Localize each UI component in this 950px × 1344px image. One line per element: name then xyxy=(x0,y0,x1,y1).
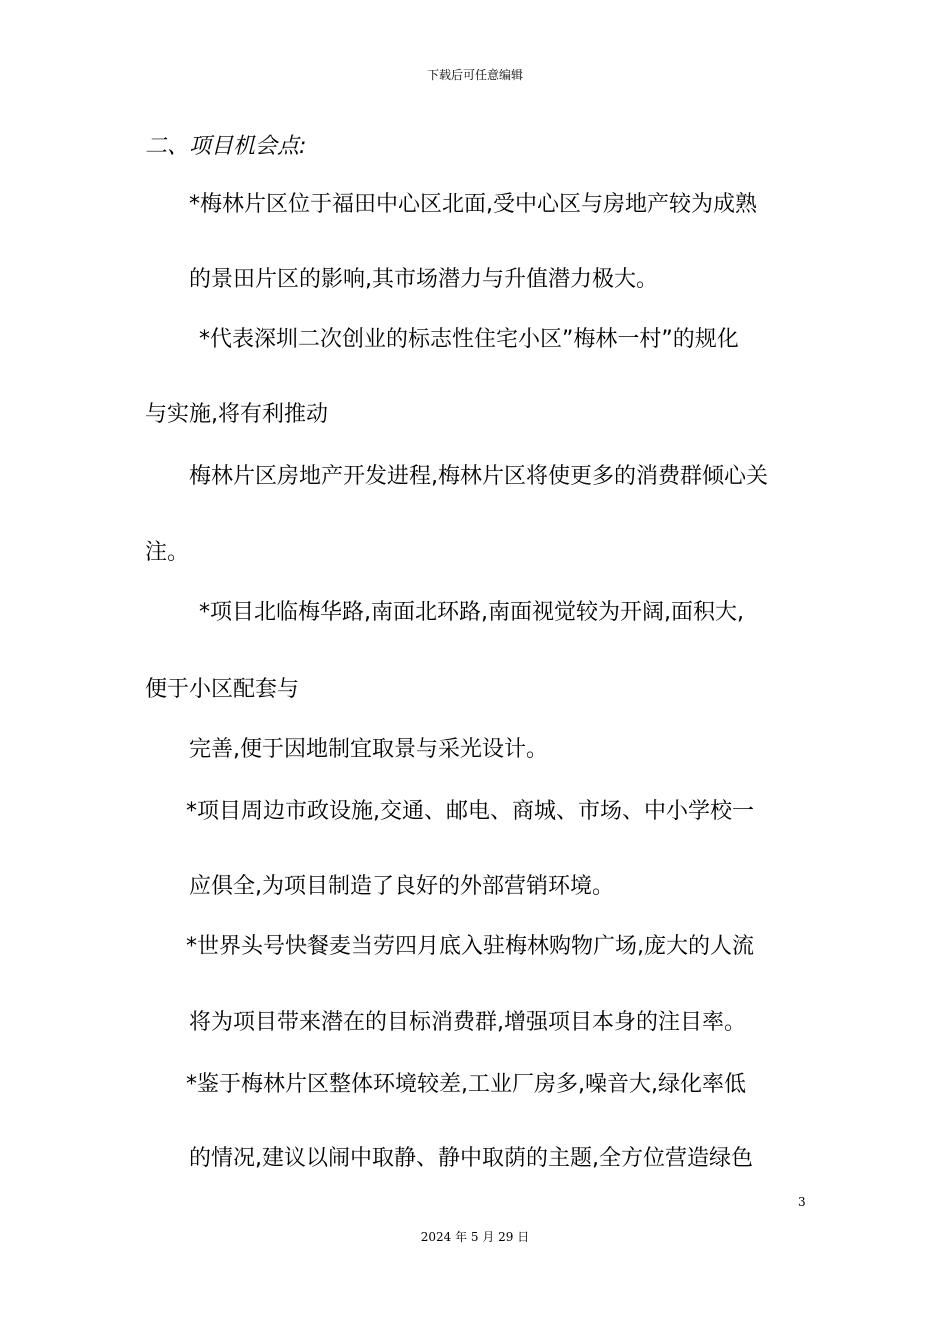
body-line: *项目北临梅华路,南面北环路,南面视觉较为开阔,面积大, xyxy=(199,600,744,625)
body-line: *梅林片区位于福田中心区北面,受中心区与房地产较为成熟 xyxy=(189,192,757,217)
body-line: 注。 xyxy=(145,540,190,565)
body-line: *世界头号快餐麦当劳四月底入驻梅林购物广场,庞大的人流 xyxy=(186,934,754,959)
body-line: *项目周边市政设施,交通、邮电、商城、市场、中小学校一 xyxy=(186,799,754,824)
body-line: 完善,便于因地制宜取景与采光设计。 xyxy=(189,737,548,762)
footer-date: 2024 年 5 月 29 日 xyxy=(420,1230,530,1244)
body-line: *鉴于梅林片区整体环境较差,工业厂房多,噪音大,绿化率低 xyxy=(186,1072,746,1097)
section-title: 二、项目机会点: xyxy=(145,134,307,159)
body-line: 与实施,将有利推动 xyxy=(145,402,328,427)
page-number: 3 xyxy=(798,1195,806,1209)
body-line: 应俱全,为项目制造了良好的外部营销环境。 xyxy=(189,874,614,899)
page-header: 下载后可任意编辑 xyxy=(426,68,523,82)
body-line: *代表深圳二次创业的标志性住宅小区”梅林一村”的规化 xyxy=(199,327,739,352)
body-line: 的景田片区的影响,其市场潜力与升值潜力极大。 xyxy=(189,267,658,292)
body-line: 的情况,建议以闹中取静、静中取荫的主题,全方位营造绿色 xyxy=(189,1146,753,1171)
body-line: 梅林片区房地产开发进程,梅林片区将使更多的消费群倾心关 xyxy=(189,464,768,489)
body-line: 便于小区配套与 xyxy=(145,677,300,702)
body-line: 将为项目带来潜在的目标消费群,增强项目本身的注目率。 xyxy=(189,1010,746,1035)
